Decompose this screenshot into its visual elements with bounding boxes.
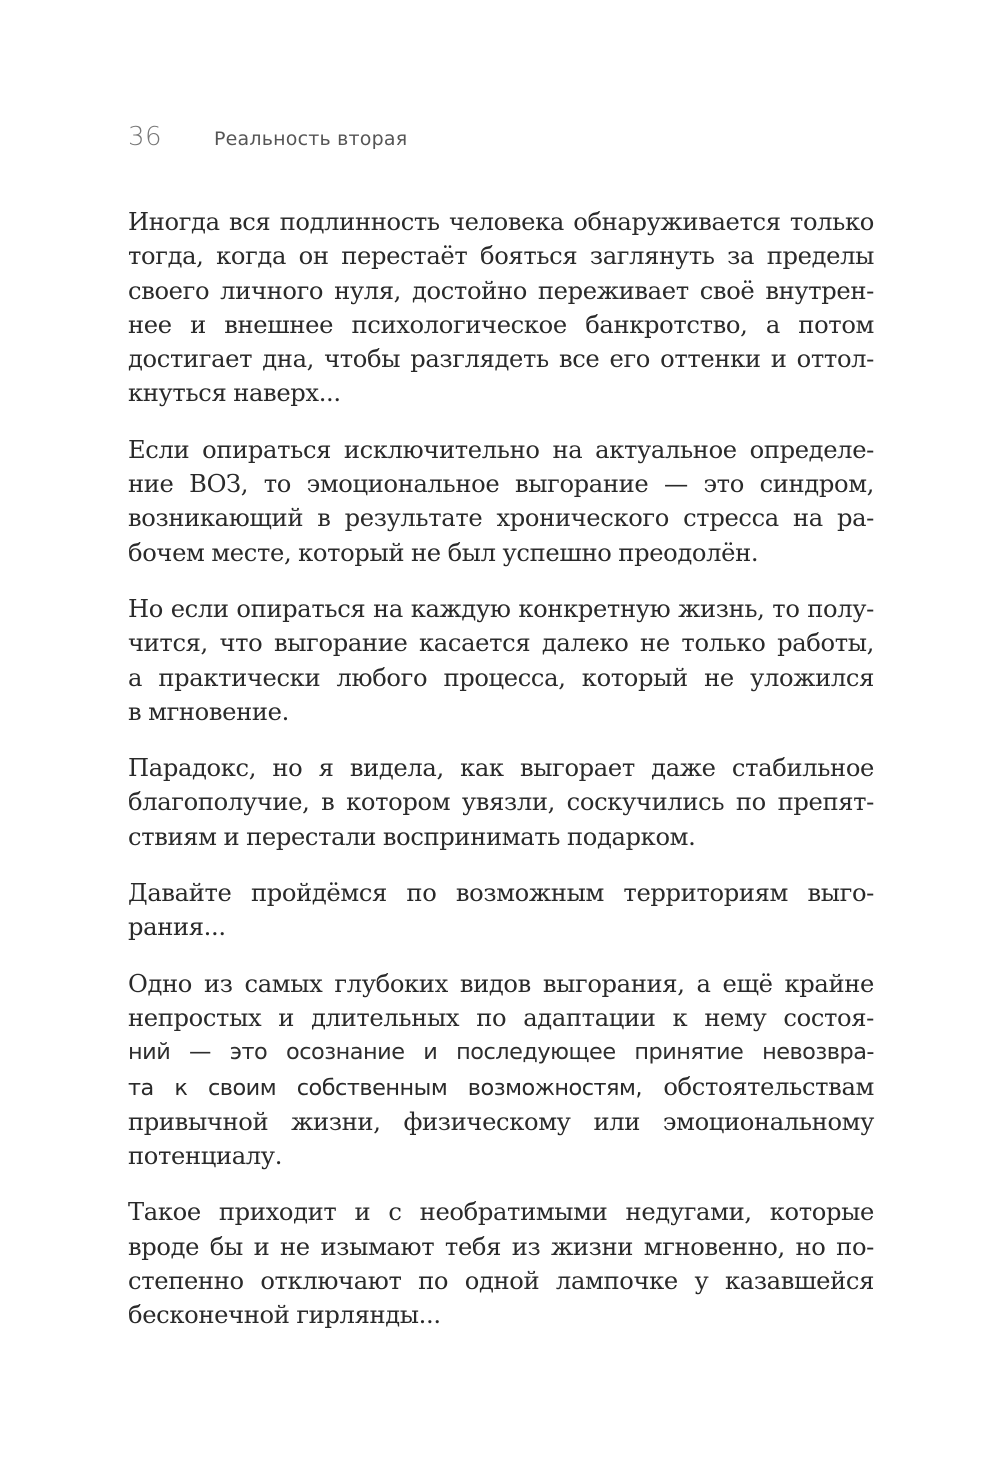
text-line: Одно из самых глубоких видов выгорания, а ещё крайне xyxy=(128,969,874,998)
paragraph-7 xyxy=(128,1195,874,1332)
text-line: Давайте пройдёмся по возможным территориям выго- xyxy=(128,879,874,908)
text-line: а практически любого процесса, который не уложился xyxy=(128,663,874,692)
text-line: достигает дна, чтобы разглядеть все его оттенки и оттол- xyxy=(128,345,874,374)
paragraph-5 xyxy=(128,876,874,945)
text-line: вроде бы и не изымают тебя из жизни мгновенно, но по- xyxy=(128,1232,874,1261)
text-line: степенно отключают по одной лампочке у казавшейся xyxy=(128,1267,874,1296)
text-line: Иногда вся подлинность человека обнаруживается только xyxy=(128,208,874,236)
text-line: бочем месте, который не был успешно преодолён. xyxy=(128,538,759,567)
text-line: ствиям и перестали воспринимать подарком. xyxy=(128,822,696,851)
running-head xyxy=(128,122,407,162)
text-line: непростых и длительных по адаптации к нему состоя- xyxy=(128,1003,874,1032)
text-line: ний — это осознание и последующее принятие невозвра- xyxy=(128,1039,874,1066)
text-line: Но если опираться на каждую конкретную жизнь, то полу- xyxy=(128,594,874,623)
paragraph-1 xyxy=(128,205,874,411)
text-line: тогда, когда он перестаёт бояться заглянуть за пределы xyxy=(128,242,874,271)
page-number: 36 xyxy=(128,122,163,152)
text-line: Если опираться исключительно на актуальное определе- xyxy=(128,435,874,464)
text-line: кнуться наверх... xyxy=(128,379,341,408)
text-line: Такое приходит и с необратимыми недугами, которые xyxy=(128,1198,874,1227)
text-line: ние ВОЗ, то эмоциональное выгорание — это синдром, xyxy=(128,470,874,499)
text-line: бесконечной гирлянды... xyxy=(128,1301,441,1330)
text-fragment-serif: обстоятельствам xyxy=(642,1072,874,1101)
text-line-mixed xyxy=(128,1070,874,1105)
paragraph-3 xyxy=(128,592,874,729)
paragraph-2 xyxy=(128,433,874,570)
text-line: нее и внешнее психологическое банкротство, а потом xyxy=(128,310,874,339)
text-fragment-sans: та к своим собственным возможностям, xyxy=(128,1074,643,1101)
text-line: чится, что выгорание касается далеко не только работы, xyxy=(128,629,874,658)
text-line: привычной жизни, физическому или эмоциональному xyxy=(128,1107,874,1136)
text-line: рания... xyxy=(128,913,226,942)
body-text xyxy=(128,205,874,1355)
text-line: возникающий в результате хронического стресса на ра- xyxy=(128,504,874,533)
section-title: Реальность вторая xyxy=(214,128,408,150)
text-line: Парадокс, но я видела, как выгорает даже стабильное xyxy=(128,754,874,783)
paragraph-6 xyxy=(128,967,874,1174)
text-line: своего личного нуля, достойно переживает своё внутрен- xyxy=(128,276,874,305)
text-line: в мгновение. xyxy=(128,697,289,726)
text-line: потенциалу. xyxy=(128,1142,283,1171)
paragraph-4 xyxy=(128,751,874,854)
text-line: благополучие, в котором увязли, соскучились по препят- xyxy=(128,788,874,817)
